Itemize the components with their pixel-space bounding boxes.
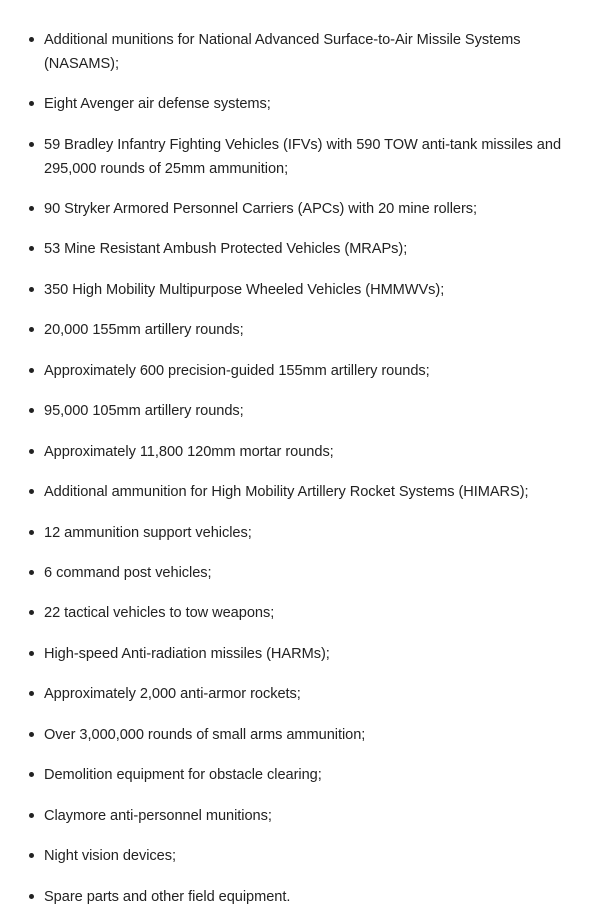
bullet-icon (29, 894, 34, 899)
list-item-text: 95,000 105mm artillery rounds; (44, 403, 244, 419)
list-item-text: Approximately 11,800 120mm mortar rounds; (44, 444, 334, 460)
list-item (44, 844, 592, 868)
list-item-text: 59 Bradley Infantry Fighting Vehicles (IFVs) with 590 TOW anti-tank missiles and 295,000 rounds of 25mm ammunition; (44, 137, 562, 177)
bullet-icon (29, 142, 34, 147)
list-item-text: Night vision devices; (44, 848, 176, 864)
list-item-text: 350 High Mobility Multipurpose Wheeled Vehicles (HMMWVs); (44, 282, 445, 298)
list-item-text: Claymore anti-personnel munitions; (44, 808, 272, 824)
bullet-icon (29, 530, 34, 535)
bullet-icon (29, 287, 34, 292)
list-item-text: 90 Stryker Armored Personnel Carriers (APCs) with 20 mine rollers; (44, 201, 478, 217)
bullet-icon (29, 813, 34, 818)
list-item (44, 642, 592, 666)
list-item-text: 20,000 155mm artillery rounds; (44, 322, 244, 338)
list-item-text: Spare parts and other field equipment. (44, 889, 291, 905)
list-item (44, 278, 592, 302)
list-item (44, 318, 592, 342)
bullet-icon (29, 101, 34, 106)
list-item (44, 480, 592, 504)
list-item (44, 197, 592, 221)
bullet-icon (29, 327, 34, 332)
bullet-icon (29, 368, 34, 373)
list-item-text: Additional munitions for National Advanced Surface-to-Air Missile Systems (NASAMS); (44, 32, 521, 72)
list-item-text: 22 tactical vehicles to tow weapons; (44, 605, 275, 621)
bullet-icon (29, 489, 34, 494)
list-item-text: Demolition equipment for obstacle clearing; (44, 767, 322, 783)
list-item (44, 723, 592, 747)
bullet-icon (29, 408, 34, 413)
bullet-icon (29, 37, 34, 42)
list-item (44, 763, 592, 787)
list-item (44, 92, 592, 116)
list-item (44, 804, 592, 828)
list-item (44, 133, 592, 181)
list-item (44, 885, 592, 909)
list-item (44, 521, 592, 545)
bullet-icon (29, 772, 34, 777)
list-item-text: Approximately 2,000 anti-armor rockets; (44, 686, 301, 702)
list-item-text: 12 ammunition support vehicles; (44, 525, 252, 541)
list-item-text: Approximately 600 precision-guided 155mm artillery rounds; (44, 363, 430, 379)
bullet-icon (29, 610, 34, 615)
list-item (44, 399, 592, 423)
bullet-icon (29, 246, 34, 251)
bullet-icon (29, 449, 34, 454)
bullet-icon (29, 691, 34, 696)
bullet-icon (29, 651, 34, 656)
list-item (44, 440, 592, 464)
list-item-text: Eight Avenger air defense systems; (44, 96, 271, 112)
list-item (44, 561, 592, 585)
list-item-text: Additional ammunition for High Mobility Artillery Rocket Systems (HIMARS); (44, 484, 529, 500)
list-item-text: 6 command post vehicles; (44, 565, 212, 581)
list-item (44, 359, 592, 383)
bullet-icon (29, 853, 34, 858)
list-item (44, 28, 592, 76)
list-item (44, 601, 592, 625)
list-item (44, 682, 592, 706)
bullet-icon (29, 732, 34, 737)
list-item (44, 237, 592, 261)
bullet-icon (29, 206, 34, 211)
list-item-text: 53 Mine Resistant Ambush Protected Vehicles (MRAPs); (44, 241, 408, 257)
list-item-text: High-speed Anti-radiation missiles (HARMs); (44, 646, 330, 662)
list-item-text: Over 3,000,000 rounds of small arms ammunition; (44, 727, 366, 743)
bullet-icon (29, 570, 34, 575)
